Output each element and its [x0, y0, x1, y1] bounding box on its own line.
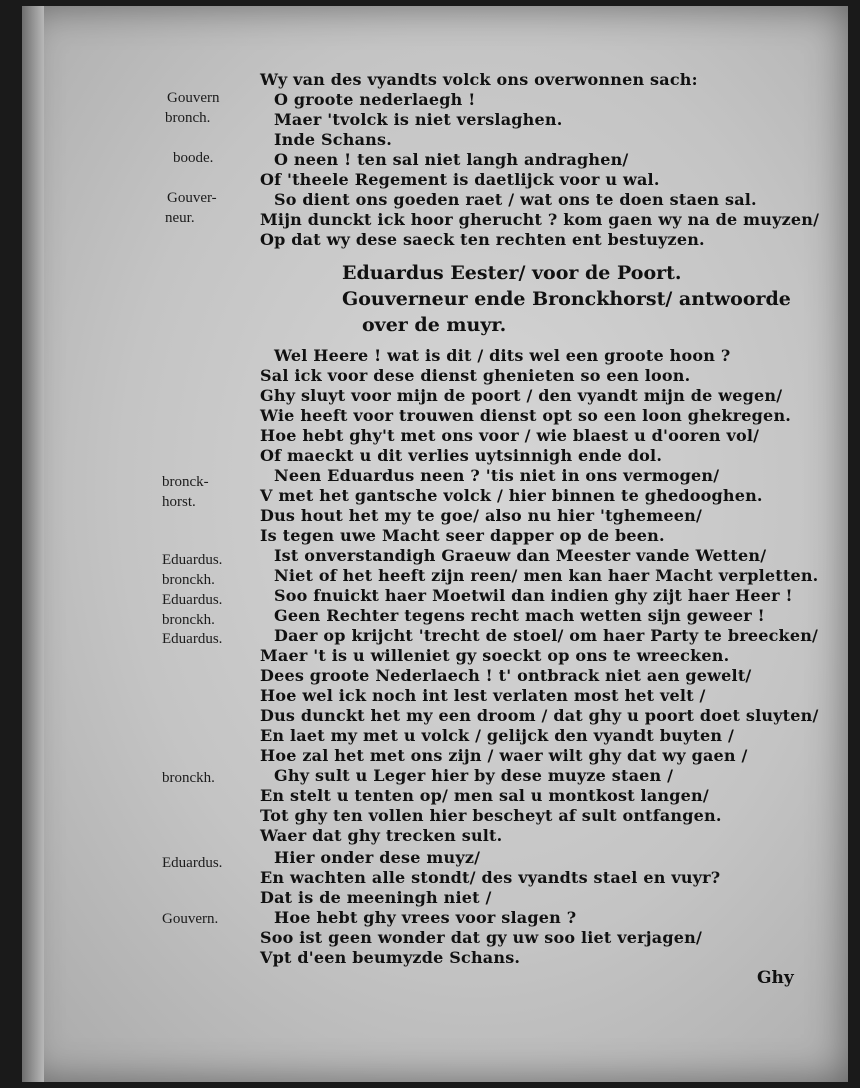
verse-line: Wel Heere ! wat is dit / dits wel een groote hoon ? — [274, 346, 731, 365]
verse-line: Maer 't is u willeniet gy soeckt op ons te wreecken. — [260, 646, 730, 665]
verse-line: Dus hout het my te goe/ also nu hier 'tghemeen/ — [260, 506, 703, 525]
verse-line: Wy van des vyandts volck ons overwonnen sach: — [260, 70, 698, 89]
speaker-label: bronck- — [162, 474, 209, 490]
verse-line: En stelt u tenten op/ men sal u montkost langen/ — [260, 786, 709, 805]
verse-line: Of maeckt u dit verlies uytsinnigh ende dol. — [260, 446, 663, 465]
verse-line: Ist onverstandigh Graeuw dan Meester vande Wetten/ — [274, 546, 767, 565]
verse-line: Vpt d'een beumyzde Schans. — [260, 948, 521, 967]
verse-line: V met het gantsche volck / hier binnen te ghedooghen. — [260, 486, 763, 505]
speaker-label: Eduardus. — [162, 592, 223, 608]
speaker-label: boode. — [173, 150, 214, 166]
scene-heading: Eduardus Eester/ voor de Poort. — [342, 262, 682, 284]
verse-line: Wie heeft voor trouwen dienst opt so een loon ghekregen. — [260, 406, 792, 425]
verse-line: Dees groote Nederlaech ! t' ontbrack niet aen gewelt/ — [260, 666, 752, 685]
verse-line: En laet my met u volck / gelijck den vyandt buyten / — [260, 726, 735, 745]
speaker-label: Gouvern. — [162, 911, 219, 927]
speaker-label: bronckh. — [162, 770, 215, 786]
verse-line: Hoe zal het met ons zijn / waer wilt ghy dat wy gaen / — [260, 746, 748, 765]
speaker-label: Eduardus. — [162, 552, 223, 568]
verse-line: Tot ghy ten vollen hier bescheyt af sult ontfangen. — [260, 806, 722, 825]
verse-line: So dient ons goeden raet / wat ons te doen staen sal. — [274, 190, 757, 209]
speaker-label: Gouvern — [167, 90, 220, 106]
verse-line: Soo fnuickt haer Moetwil dan indien ghy zijt haer Heer ! — [274, 586, 793, 605]
speaker-label: horst. — [162, 494, 196, 510]
book-page — [22, 6, 848, 1082]
catchword: Ghy — [757, 968, 794, 988]
verse-line: Hoe wel ick noch int lest verlaten most het velt / — [260, 686, 706, 705]
verse-line: Neen Eduardus neen ? 'tis niet in ons vermogen/ — [274, 466, 720, 485]
verse-line: Daer op krijcht 'trecht de stoel/ om haer Party te breecken/ — [274, 626, 819, 645]
verse-line: Is tegen uwe Macht seer dapper op de been. — [260, 526, 665, 545]
speaker-label: bronch. — [165, 110, 211, 126]
verse-line: Dus dunckt het my een droom / dat ghy u poort doet sluyten/ — [260, 706, 819, 725]
verse-line: Ghy sult u Leger hier by dese muyze staen / — [274, 766, 674, 785]
scene-heading: over de muyr. — [362, 314, 507, 336]
verse-line: En wachten alle stondt/ des vyandts stael en vuyr? — [260, 868, 721, 887]
verse-line: Sal ick voor dese dienst ghenieten so een loon. — [260, 366, 691, 385]
verse-line: Maer 'tvolck is niet verslaghen. — [274, 110, 563, 129]
verse-line: Ghy sluyt voor mijn de poort / den vyandt mijn de wegen/ — [260, 386, 783, 405]
verse-line: O neen ! ten sal niet langh andraghen/ — [274, 150, 629, 169]
speaker-label: bronckh. — [162, 612, 215, 628]
verse-line: Waer dat ghy trecken sult. — [260, 826, 503, 845]
verse-line: Niet of het heeft zijn reen/ men kan haer Macht verpletten. — [274, 566, 819, 585]
speaker-label: Eduardus. — [162, 855, 223, 871]
scene-heading: Gouverneur ende Bronckhorst/ antwoorde — [342, 288, 791, 310]
verse-line: O groote nederlaegh ! — [274, 90, 476, 109]
speaker-label: bronckh. — [162, 572, 215, 588]
verse-line: Mijn dunckt ick hoor gherucht ? kom gaen wy na de muyzen/ — [260, 210, 820, 229]
speaker-label: Gouver- — [167, 190, 217, 206]
verse-line: Hier onder dese muyz/ — [274, 848, 481, 867]
verse-line: Of 'theele Regement is daetlijck voor u wal. — [260, 170, 660, 189]
speaker-label: Eduardus. — [162, 631, 223, 647]
speaker-label: neur. — [165, 210, 195, 226]
verse-line: Dat is de meeningh niet / — [260, 888, 492, 907]
verse-line: Inde Schans. — [274, 130, 392, 149]
verse-line: Hoe hebt ghy't met ons voor / wie blaest u d'ooren vol/ — [260, 426, 760, 445]
verse-line: Hoe hebt ghy vrees voor slagen ? — [274, 908, 577, 927]
verse-line: Geen Rechter tegens recht mach wetten sijn geweer ! — [274, 606, 765, 625]
page-gutter-shadow — [22, 6, 44, 1082]
verse-line: Soo ist geen wonder dat gy uw soo liet verjagen/ — [260, 928, 702, 947]
verse-line: Op dat wy dese saeck ten rechten ent bestuyzen. — [260, 230, 705, 249]
